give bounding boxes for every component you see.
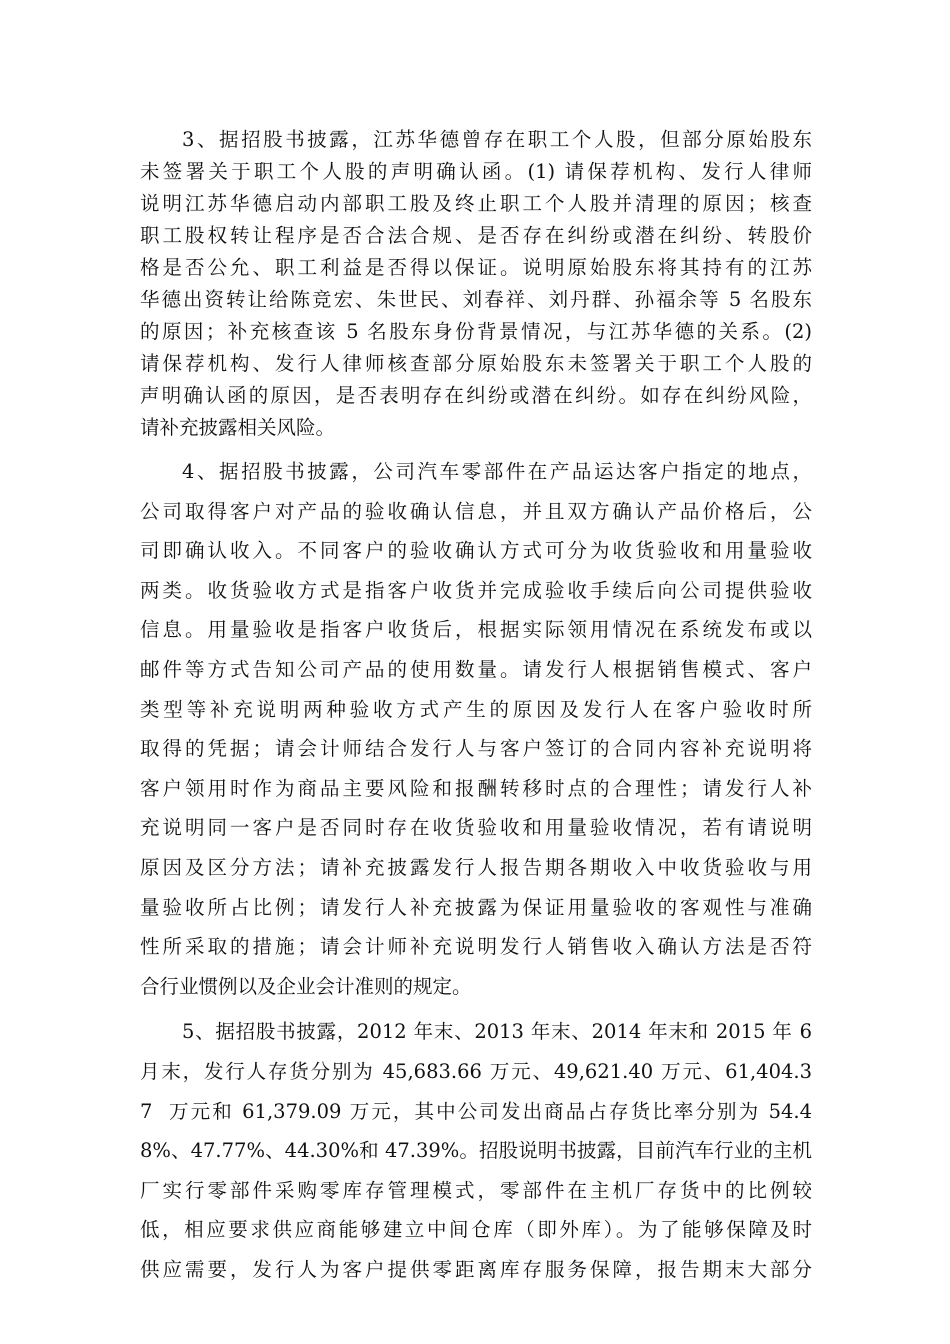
text-line: 未签署关于职工个人股的声明确认函。(1) 请保荐机构、发行人律师 bbox=[140, 160, 812, 183]
text-line: 职工股权转让程序是否合法合规、是否存在纠纷或潜在纠纷、转股价 bbox=[140, 224, 812, 247]
text-line: 性所采取的措施；请会计师补充说明发行人销售收入确认方法是否符 bbox=[140, 935, 812, 959]
text-line: 充说明同一客户是否同时存在收货验收和用量验收情况，若有请说明 bbox=[140, 816, 812, 840]
text-line: 的原因；补充核查该 5 名股东身份背景情况，与江苏华德的关系。(2) bbox=[140, 320, 812, 343]
paragraph-item-3 bbox=[140, 124, 812, 444]
text-line: 供应需要，发行人为客户提供零距离库存服务保障，报告期末大部分 bbox=[140, 1257, 812, 1281]
text-line: 客户领用时作为商品主要风险和报酬转移时点的合理性；请发行人补 bbox=[140, 776, 812, 800]
paragraph-item-4 bbox=[140, 452, 812, 1006]
text-line: 华德出资转让给陈竞宏、朱世民、刘春祥、刘丹群、孙福余等 5 名股东 bbox=[140, 288, 812, 311]
text-line: 7 万元和 61,379.09 万元，其中公司发出商品占存货比率分别为 54.4 bbox=[140, 1099, 812, 1123]
text-line: 低，相应要求供应商能够建立中间仓库（即外库）。为了能够保障及时 bbox=[140, 1218, 812, 1242]
text-line: 合行业惯例以及企业会计准则的规定。 bbox=[140, 974, 472, 998]
text-line: 8%、47.77%、44.30%和 47.39%。招股说明书披露，目前汽车行业的主机 bbox=[140, 1139, 812, 1163]
text-line: 量验收所占比例；请发行人补充披露为保证用量验收的客观性与准确 bbox=[140, 895, 812, 919]
text-line: 4、据招股书披露，公司汽车零部件在产品运达客户指定的地点， bbox=[182, 460, 812, 483]
text-line: 厂实行零部件采购零库存管理模式，零部件在主机厂存货中的比例较 bbox=[140, 1178, 812, 1202]
text-line: 月末，发行人存货分别为 45,683.66 万元、49,621.40 万元、61,404.3 bbox=[140, 1059, 812, 1083]
text-line: 司即确认收入。不同客户的验收确认方式可分为收货验收和用量验收 bbox=[140, 539, 812, 563]
text-line: 公司取得客户对产品的验收确认信息，并且双方确认产品价格后，公 bbox=[140, 499, 812, 523]
paragraph-item-5 bbox=[140, 1012, 812, 1289]
text-line: 5、据招股书披露，2012 年末、2013 年末、2014 年末和 2015 年 6 bbox=[182, 1020, 812, 1044]
text-line: 两类。收货验收方式是指客户收货并完成验收手续后向公司提供验收 bbox=[140, 578, 812, 602]
text-line: 信息。用量验收是指客户收货后，根据实际领用情况在系统发布或以 bbox=[140, 618, 812, 642]
text-line: 邮件等方式告知公司产品的使用数量。请发行人根据销售模式、客户 bbox=[140, 657, 812, 681]
text-line: 格是否公允、职工利益是否得以保证。说明原始股东将其持有的江苏 bbox=[140, 256, 812, 279]
text-line: 3、据招股书披露，江苏华德曾存在职工个人股，但部分原始股东 bbox=[182, 128, 812, 151]
text-line: 说明江苏华德启动内部职工股及终止职工个人股并清理的原因；核查 bbox=[140, 192, 812, 215]
text-line: 请补充披露相关风险。 bbox=[140, 416, 336, 439]
text-line: 类型等补充说明两种验收方式产生的原因及发行人在客户验收时所 bbox=[140, 697, 812, 721]
text-line: 取得的凭据；请会计师结合发行人与客户签订的合同内容补充说明将 bbox=[140, 737, 812, 761]
text-line: 原因及区分方法；请补充披露发行人报告期各期收入中收货验收与用 bbox=[140, 855, 812, 879]
text-line: 声明确认函的原因，是否表明存在纠纷或潜在纠纷。如存在纠纷风险， bbox=[140, 384, 812, 407]
document-body bbox=[140, 124, 812, 1289]
text-line: 请保荐机构、发行人律师核查部分原始股东未签署关于职工个人股的 bbox=[140, 352, 812, 375]
